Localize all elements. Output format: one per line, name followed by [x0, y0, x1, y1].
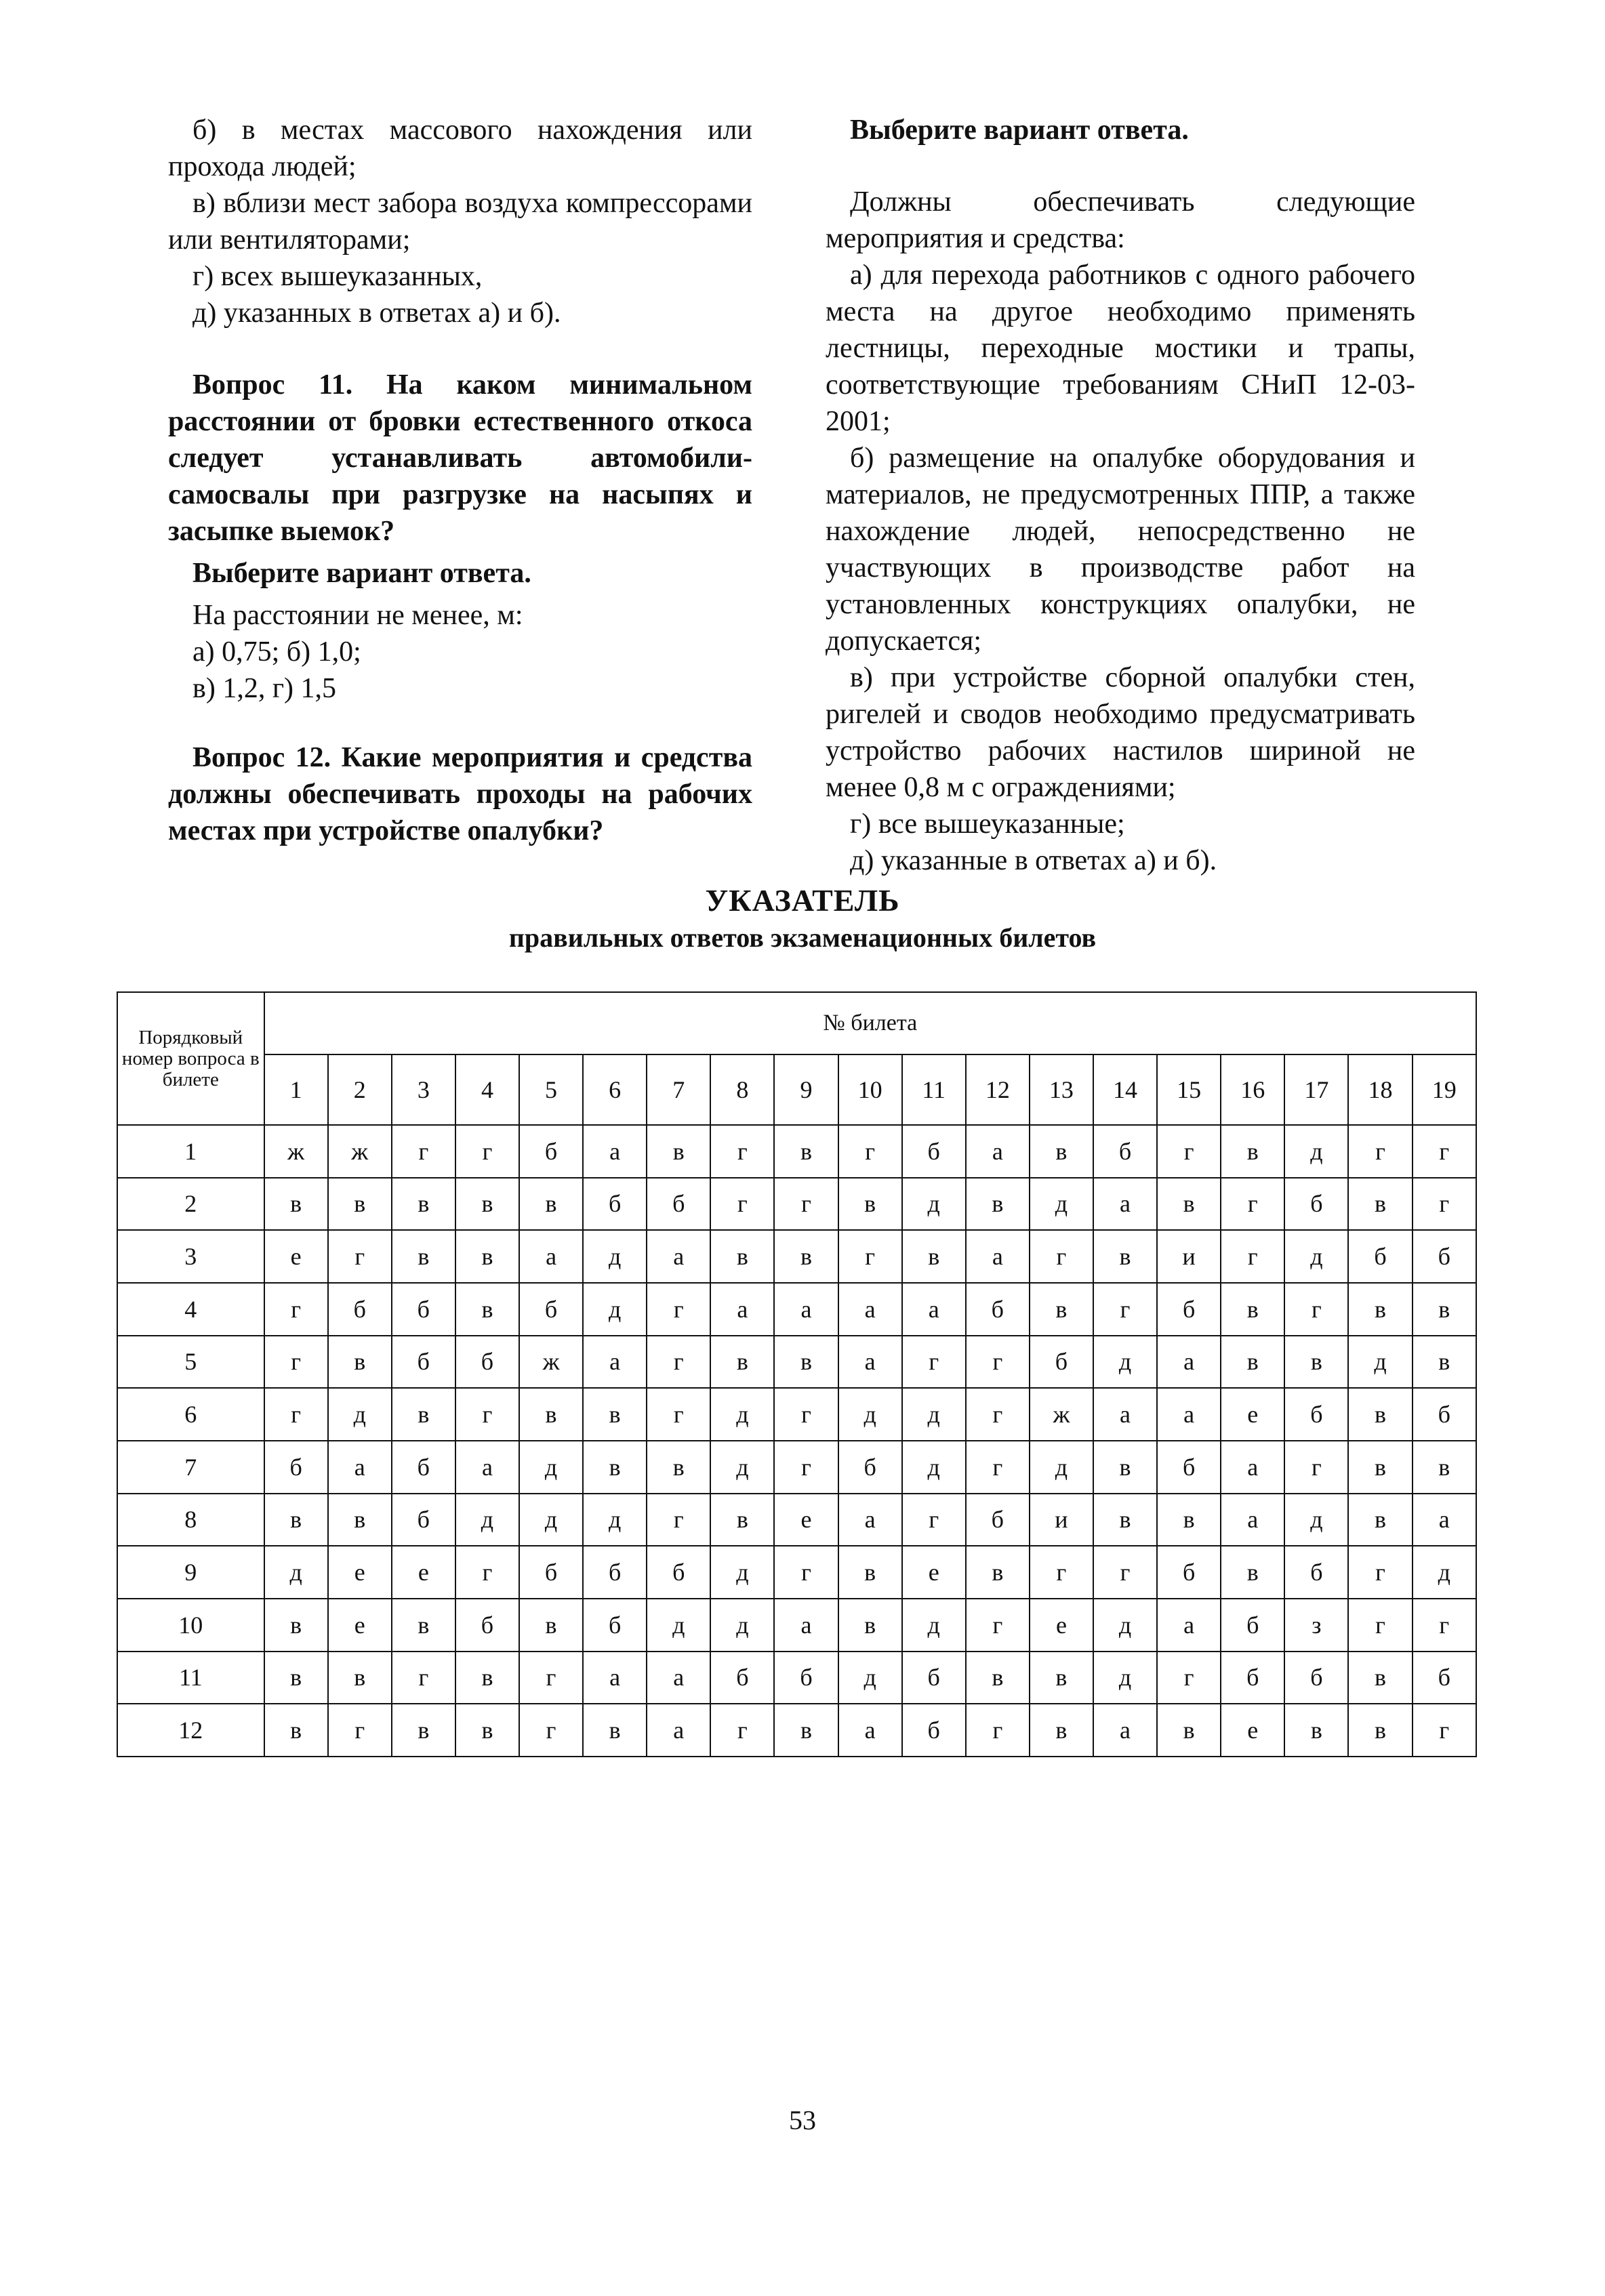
- answer-cell: б: [902, 1125, 966, 1178]
- answer-cell: г: [455, 1546, 519, 1599]
- answers-body: [117, 1125, 1476, 1757]
- answer-cell: г: [647, 1494, 710, 1546]
- answer-cell: д: [455, 1494, 519, 1546]
- answer-cell: в: [1284, 1704, 1348, 1757]
- answer-cell: в: [264, 1494, 328, 1546]
- answer-cell: г: [328, 1704, 392, 1757]
- answer-cell: и: [1157, 1230, 1221, 1283]
- answer-cell: б: [519, 1283, 583, 1336]
- ticket-number-cell: 8: [710, 1054, 774, 1125]
- answer-cell: г: [1413, 1125, 1476, 1178]
- answer-cell: д: [838, 1388, 902, 1441]
- left-column: [168, 112, 752, 849]
- answer-cell: в: [328, 1494, 392, 1546]
- answer-cell: е: [1221, 1704, 1284, 1757]
- answer-cell: в: [1093, 1441, 1157, 1494]
- answer-cell: в: [583, 1388, 647, 1441]
- answer-cell: е: [1221, 1388, 1284, 1441]
- answer-cell: а: [1221, 1441, 1284, 1494]
- answer-option-v: в) вблизи мест забора воздуха компрессорами или вентиляторами;: [168, 188, 752, 255]
- answer-cell: б: [583, 1178, 647, 1231]
- answer-cell: а: [1221, 1494, 1284, 1546]
- answer-cell: б: [1221, 1652, 1284, 1704]
- answer-cell: в: [519, 1178, 583, 1231]
- answer-cell: д: [264, 1546, 328, 1599]
- answer-cell: а: [966, 1125, 1030, 1178]
- ticket-number-cell: 13: [1030, 1054, 1093, 1125]
- answer-cell: б: [328, 1283, 392, 1336]
- answer-cell: д: [902, 1441, 966, 1494]
- answer-cell: д: [328, 1388, 392, 1441]
- answer-cell: б: [1413, 1652, 1476, 1704]
- answer-cell: г: [710, 1704, 774, 1757]
- answer-cell: а: [902, 1283, 966, 1336]
- answer-cell: б: [1284, 1178, 1348, 1231]
- table-row: [117, 1283, 1476, 1336]
- ticket-number-cell: 10: [838, 1054, 902, 1125]
- answer-cell: д: [1093, 1336, 1157, 1389]
- ticket-number-cell: 14: [1093, 1054, 1157, 1125]
- answer-cell: в: [647, 1441, 710, 1494]
- answer-cell: в: [838, 1546, 902, 1599]
- answer-cell: в: [583, 1441, 647, 1494]
- answer-cell: г: [1093, 1283, 1157, 1336]
- answer-cell: ж: [328, 1125, 392, 1178]
- answer-cell: в: [392, 1704, 455, 1757]
- answer-cell: б: [902, 1704, 966, 1757]
- answer-cell: в: [710, 1494, 774, 1546]
- answer-cell: б: [647, 1546, 710, 1599]
- answer-cell: б: [1348, 1230, 1412, 1283]
- answer-cell: д: [902, 1388, 966, 1441]
- answer-cell: г: [264, 1388, 328, 1441]
- answer-cell: в: [1221, 1125, 1284, 1178]
- answer-cell: а: [647, 1230, 710, 1283]
- answer-cell: д: [1093, 1652, 1157, 1704]
- answer-cell: в: [264, 1652, 328, 1704]
- answer-cell: в: [1030, 1652, 1093, 1704]
- answer-cell: б: [519, 1125, 583, 1178]
- answer-cell: в: [1221, 1283, 1284, 1336]
- answer-cell: з: [1284, 1599, 1348, 1652]
- answer-cell: б: [774, 1652, 838, 1704]
- answer-cell: б: [1093, 1125, 1157, 1178]
- answer-cell: г: [710, 1178, 774, 1231]
- question-12: Вопрос 12. Какие мероприятия и средства должны обеспечивать проходы на рабочих местах при устройстве опалубки?: [168, 742, 752, 846]
- answer-cell: г: [264, 1336, 328, 1389]
- answer-cell: д: [902, 1599, 966, 1652]
- answer-cell: б: [519, 1546, 583, 1599]
- answer-cell: и: [1030, 1494, 1093, 1546]
- ticket-number-cell: 15: [1157, 1054, 1221, 1125]
- answer-cell: а: [838, 1283, 902, 1336]
- answer-cell: д: [519, 1494, 583, 1546]
- answer-cell: б: [1413, 1388, 1476, 1441]
- answer-cell: д: [710, 1599, 774, 1652]
- answer-cell: в: [774, 1230, 838, 1283]
- answer-cell: г: [455, 1125, 519, 1178]
- answer-cell: в: [392, 1178, 455, 1231]
- answer-cell: е: [1030, 1599, 1093, 1652]
- answer-cell: г: [774, 1178, 838, 1231]
- answer-cell: а: [583, 1652, 647, 1704]
- table-row: [117, 1336, 1476, 1389]
- answer-cell: г: [1413, 1178, 1476, 1231]
- answer-cell: в: [455, 1652, 519, 1704]
- answer-cell: а: [1093, 1178, 1157, 1231]
- answer-cell: в: [710, 1336, 774, 1389]
- question-12-lead: Должны обеспечивать следующие мероприятия и средства:: [826, 186, 1415, 254]
- answer-cell: в: [710, 1230, 774, 1283]
- answer-cell: д: [710, 1388, 774, 1441]
- index-title: УКАЗАТЕЛЬ: [705, 883, 900, 918]
- answer-cell: ж: [1030, 1388, 1093, 1441]
- answer-cell: г: [1284, 1283, 1348, 1336]
- answer-cell: г: [455, 1388, 519, 1441]
- answer-cell: г: [1413, 1599, 1476, 1652]
- question-11-options-2: в) 1,2, г) 1,5: [192, 673, 337, 704]
- question-11-lead: На расстоянии не менее, м:: [192, 600, 523, 631]
- answer-cell: д: [1093, 1599, 1157, 1652]
- answer-cell: в: [966, 1652, 1030, 1704]
- answer-cell: д: [583, 1494, 647, 1546]
- answer-cell: д: [902, 1178, 966, 1231]
- answer-cell: а: [583, 1125, 647, 1178]
- table-row: [117, 1230, 1476, 1283]
- answer-cell: в: [1284, 1336, 1348, 1389]
- answer-cell: а: [647, 1704, 710, 1757]
- question-number-cell: 8: [117, 1494, 264, 1546]
- answer-cell: г: [966, 1441, 1030, 1494]
- table-row: [117, 1178, 1476, 1231]
- answer-cell: б: [1030, 1336, 1093, 1389]
- question-number-cell: 5: [117, 1336, 264, 1389]
- answer-cell: г: [1157, 1652, 1221, 1704]
- answer-cell: а: [1157, 1388, 1221, 1441]
- index-subtitle: правильных ответов экзаменационных билетов: [508, 922, 1097, 953]
- table-row: [117, 1388, 1476, 1441]
- answer-cell: в: [966, 1546, 1030, 1599]
- corner-header: Порядковый номер вопроса в билете: [117, 992, 264, 1125]
- answer-cell: б: [838, 1441, 902, 1494]
- answer-cell: б: [392, 1494, 455, 1546]
- answer-cell: в: [902, 1230, 966, 1283]
- answer-cell: а: [1157, 1336, 1221, 1389]
- answer-cell: а: [710, 1283, 774, 1336]
- answer-cell: в: [1030, 1283, 1093, 1336]
- ticket-number-cell: 18: [1348, 1054, 1412, 1125]
- question-number-cell: 2: [117, 1178, 264, 1231]
- answer-cell: д: [1284, 1230, 1348, 1283]
- question-number-cell: 11: [117, 1652, 264, 1704]
- answer-cell: в: [1348, 1441, 1412, 1494]
- question-12-option-d: д) указанные в ответах а) и б).: [850, 845, 1217, 876]
- answer-cell: д: [583, 1230, 647, 1283]
- answer-cell: ж: [264, 1125, 328, 1178]
- answer-cell: в: [1413, 1336, 1476, 1389]
- answer-cell: б: [455, 1336, 519, 1389]
- answer-cell: в: [1348, 1283, 1412, 1336]
- question-number-cell: 3: [117, 1230, 264, 1283]
- answer-cell: г: [710, 1125, 774, 1178]
- answer-cell: б: [1284, 1388, 1348, 1441]
- answer-cell: д: [1348, 1336, 1412, 1389]
- answer-cell: г: [1030, 1230, 1093, 1283]
- answer-cell: в: [774, 1336, 838, 1389]
- answer-cell: а: [583, 1336, 647, 1389]
- answer-cell: в: [455, 1704, 519, 1757]
- answer-cell: г: [838, 1230, 902, 1283]
- answer-cell: б: [455, 1599, 519, 1652]
- answer-cell: б: [1284, 1546, 1348, 1599]
- table-header-row: [117, 992, 1476, 1054]
- answer-cell: в: [647, 1125, 710, 1178]
- question-12-option-a: а) для перехода работников с одного рабочего места на другое необходимо применять лестницы, переходные мостики и трапы, соответствующие требованиям СНиП 12-03-2001;: [826, 260, 1415, 437]
- table-row: [117, 1652, 1476, 1704]
- ticket-number-cell: 1: [264, 1054, 328, 1125]
- answer-option-b: б) в местах массового нахождения или прохода людей;: [168, 115, 752, 182]
- answer-cell: в: [1348, 1652, 1412, 1704]
- answer-cell: в: [774, 1704, 838, 1757]
- answer-cell: г: [838, 1125, 902, 1178]
- answer-cell: г: [328, 1230, 392, 1283]
- answer-cell: в: [519, 1388, 583, 1441]
- answer-cell: б: [966, 1494, 1030, 1546]
- ticket-number-cell: 5: [519, 1054, 583, 1125]
- page-number: 53: [789, 2105, 816, 2135]
- answer-cell: а: [838, 1704, 902, 1757]
- answer-cell: г: [774, 1441, 838, 1494]
- answer-cell: г: [1348, 1546, 1412, 1599]
- answer-cell: д: [710, 1546, 774, 1599]
- answer-cell: б: [647, 1178, 710, 1231]
- answer-cell: в: [328, 1178, 392, 1231]
- answer-cell: в: [1348, 1388, 1412, 1441]
- right-column: [826, 112, 1415, 879]
- answer-cell: б: [264, 1441, 328, 1494]
- question-number-cell: 1: [117, 1125, 264, 1178]
- ticket-number-cell: 19: [1413, 1054, 1476, 1125]
- question-11-options-1: а) 0,75; б) 1,0;: [192, 636, 361, 668]
- answer-cell: в: [392, 1599, 455, 1652]
- answer-cell: в: [264, 1178, 328, 1231]
- answer-cell: в: [392, 1230, 455, 1283]
- answer-cell: б: [902, 1652, 966, 1704]
- answer-cell: в: [1093, 1494, 1157, 1546]
- question-12-option-b: б) размещение на опалубке оборудования и материалов, не предусмотренных ППР, а также нахождение людей, непосредственно не участвующих в производстве работ на установленных конструкциях опалубки, не допускается;: [826, 443, 1415, 657]
- answer-cell: а: [1413, 1494, 1476, 1546]
- answer-cell: д: [1284, 1125, 1348, 1178]
- answer-cell: г: [1348, 1125, 1412, 1178]
- answer-cell: в: [1413, 1283, 1476, 1336]
- answer-cell: в: [1157, 1494, 1221, 1546]
- answer-cell: е: [774, 1494, 838, 1546]
- answer-cell: в: [1030, 1125, 1093, 1178]
- answer-cell: д: [1030, 1441, 1093, 1494]
- answer-cell: а: [1093, 1388, 1157, 1441]
- answer-cell: е: [328, 1599, 392, 1652]
- answer-cell: б: [966, 1283, 1030, 1336]
- question-11: Вопрос 11. На каком минимальном расстоянии от бровки естественного откоса следует устанавливать автомобили-самосвалы при разгрузке на насыпях и засыпке выемок?: [168, 369, 752, 547]
- answer-cell: а: [966, 1230, 1030, 1283]
- answer-cell: а: [519, 1230, 583, 1283]
- ticket-number-row: [117, 1054, 1476, 1125]
- ticket-number-cell: 12: [966, 1054, 1030, 1125]
- answer-cell: а: [774, 1599, 838, 1652]
- question-number-cell: 4: [117, 1283, 264, 1336]
- answer-cell: в: [328, 1652, 392, 1704]
- answer-cell: г: [1284, 1441, 1348, 1494]
- answer-cell: г: [647, 1283, 710, 1336]
- question-number-cell: 9: [117, 1546, 264, 1599]
- answer-cell: в: [774, 1125, 838, 1178]
- question-12-option-g: г) все вышеуказанные;: [850, 808, 1125, 840]
- answer-cell: г: [1221, 1230, 1284, 1283]
- answer-cell: а: [774, 1283, 838, 1336]
- table-row: [117, 1599, 1476, 1652]
- answer-cell: е: [264, 1230, 328, 1283]
- table-row: [117, 1704, 1476, 1757]
- answer-cell: в: [1413, 1441, 1476, 1494]
- answer-cell: в: [838, 1178, 902, 1231]
- answer-cell: е: [902, 1546, 966, 1599]
- answer-cell: д: [838, 1652, 902, 1704]
- answer-cell: г: [902, 1494, 966, 1546]
- answer-cell: в: [1030, 1704, 1093, 1757]
- table-row: [117, 1441, 1476, 1494]
- answer-cell: г: [1413, 1704, 1476, 1757]
- answer-cell: г: [264, 1283, 328, 1336]
- answer-cell: а: [1157, 1599, 1221, 1652]
- ticket-number-cell: 7: [647, 1054, 710, 1125]
- answer-cell: г: [1221, 1178, 1284, 1231]
- answer-cell: а: [647, 1652, 710, 1704]
- ticket-number-cell: 2: [328, 1054, 392, 1125]
- answer-cell: б: [710, 1652, 774, 1704]
- question-number-cell: 10: [117, 1599, 264, 1652]
- answer-cell: в: [455, 1283, 519, 1336]
- answer-cell: д: [583, 1283, 647, 1336]
- answer-cell: б: [1157, 1283, 1221, 1336]
- answer-cell: г: [966, 1599, 1030, 1652]
- ticket-number-cell: 17: [1284, 1054, 1348, 1125]
- answer-cell: а: [838, 1336, 902, 1389]
- question-number-cell: 7: [117, 1441, 264, 1494]
- answer-cell: в: [1221, 1336, 1284, 1389]
- answer-cell: в: [1348, 1494, 1412, 1546]
- ticket-number-cell: 16: [1221, 1054, 1284, 1125]
- answer-cell: а: [328, 1441, 392, 1494]
- answer-cell: е: [392, 1546, 455, 1599]
- answer-option-g: г) всех вышеуказанных,: [192, 261, 483, 292]
- answer-cell: б: [583, 1599, 647, 1652]
- answer-cell: в: [519, 1599, 583, 1652]
- answer-cell: б: [1284, 1652, 1348, 1704]
- answer-cell: е: [328, 1546, 392, 1599]
- answer-cell: в: [1157, 1178, 1221, 1231]
- answer-cell: в: [838, 1599, 902, 1652]
- ticket-number-cell: 4: [455, 1054, 519, 1125]
- answer-cell: б: [392, 1441, 455, 1494]
- question-11-prompt: Выберите вариант ответа.: [192, 558, 531, 589]
- answer-cell: а: [838, 1494, 902, 1546]
- answer-option-d: д) указанных в ответах а) и б).: [192, 298, 561, 329]
- answer-cell: в: [1221, 1546, 1284, 1599]
- answer-cell: б: [1157, 1546, 1221, 1599]
- answer-cell: в: [455, 1178, 519, 1231]
- answer-cell: д: [647, 1599, 710, 1652]
- answer-cell: г: [1348, 1599, 1412, 1652]
- answer-cell: б: [392, 1336, 455, 1389]
- ticket-number-cell: 3: [392, 1054, 455, 1125]
- answer-cell: д: [519, 1441, 583, 1494]
- answer-cell: г: [1093, 1546, 1157, 1599]
- ticket-number-cell: 6: [583, 1054, 647, 1125]
- answer-cell: г: [1157, 1125, 1221, 1178]
- answer-cell: д: [1284, 1494, 1348, 1546]
- answer-cell: г: [647, 1388, 710, 1441]
- answer-cell: г: [519, 1704, 583, 1757]
- table-row: [117, 1494, 1476, 1546]
- answer-cell: д: [710, 1441, 774, 1494]
- answers-table: [117, 991, 1477, 1757]
- answer-cell: г: [519, 1652, 583, 1704]
- answer-cell: г: [966, 1388, 1030, 1441]
- answer-cell: б: [1157, 1441, 1221, 1494]
- answer-cell: в: [966, 1178, 1030, 1231]
- answer-cell: д: [1030, 1178, 1093, 1231]
- answer-cell: в: [1348, 1178, 1412, 1231]
- answer-cell: г: [966, 1336, 1030, 1389]
- answer-cell: в: [328, 1336, 392, 1389]
- answer-cell: в: [583, 1704, 647, 1757]
- ticket-number-cell: 9: [774, 1054, 838, 1125]
- answer-cell: ж: [519, 1336, 583, 1389]
- question-number-cell: 12: [117, 1704, 264, 1757]
- question-12-option-v: в) при устройстве сборной опалубки стен, ригелей и сводов необходимо предусматривать устройство рабочих настилов шириной не менее 0,8 м с ограждениями;: [826, 662, 1415, 803]
- answer-cell: г: [966, 1704, 1030, 1757]
- answer-cell: г: [774, 1546, 838, 1599]
- answer-cell: г: [774, 1388, 838, 1441]
- answer-cell: а: [455, 1441, 519, 1494]
- answer-cell: б: [583, 1546, 647, 1599]
- answer-cell: в: [1348, 1704, 1412, 1757]
- question-number-cell: 6: [117, 1388, 264, 1441]
- answer-cell: г: [392, 1652, 455, 1704]
- table-row: [117, 1125, 1476, 1178]
- answer-cell: г: [902, 1336, 966, 1389]
- answer-cell: б: [1221, 1599, 1284, 1652]
- answer-cell: г: [647, 1336, 710, 1389]
- answer-cell: в: [1093, 1230, 1157, 1283]
- answer-cell: г: [1030, 1546, 1093, 1599]
- answer-cell: а: [1093, 1704, 1157, 1757]
- answer-cell: в: [1157, 1704, 1221, 1757]
- question-12-prompt: Выберите вариант ответа.: [850, 115, 1189, 146]
- table-row: [117, 1546, 1476, 1599]
- answer-cell: в: [264, 1599, 328, 1652]
- ticket-number-cell: 11: [902, 1054, 966, 1125]
- answer-cell: в: [455, 1230, 519, 1283]
- answer-cell: г: [392, 1125, 455, 1178]
- answer-cell: в: [392, 1388, 455, 1441]
- answer-cell: б: [392, 1283, 455, 1336]
- answer-cell: д: [1413, 1546, 1476, 1599]
- answer-cell: в: [264, 1704, 328, 1757]
- answer-cell: б: [1413, 1230, 1476, 1283]
- ticket-header: № билета: [264, 992, 1476, 1054]
